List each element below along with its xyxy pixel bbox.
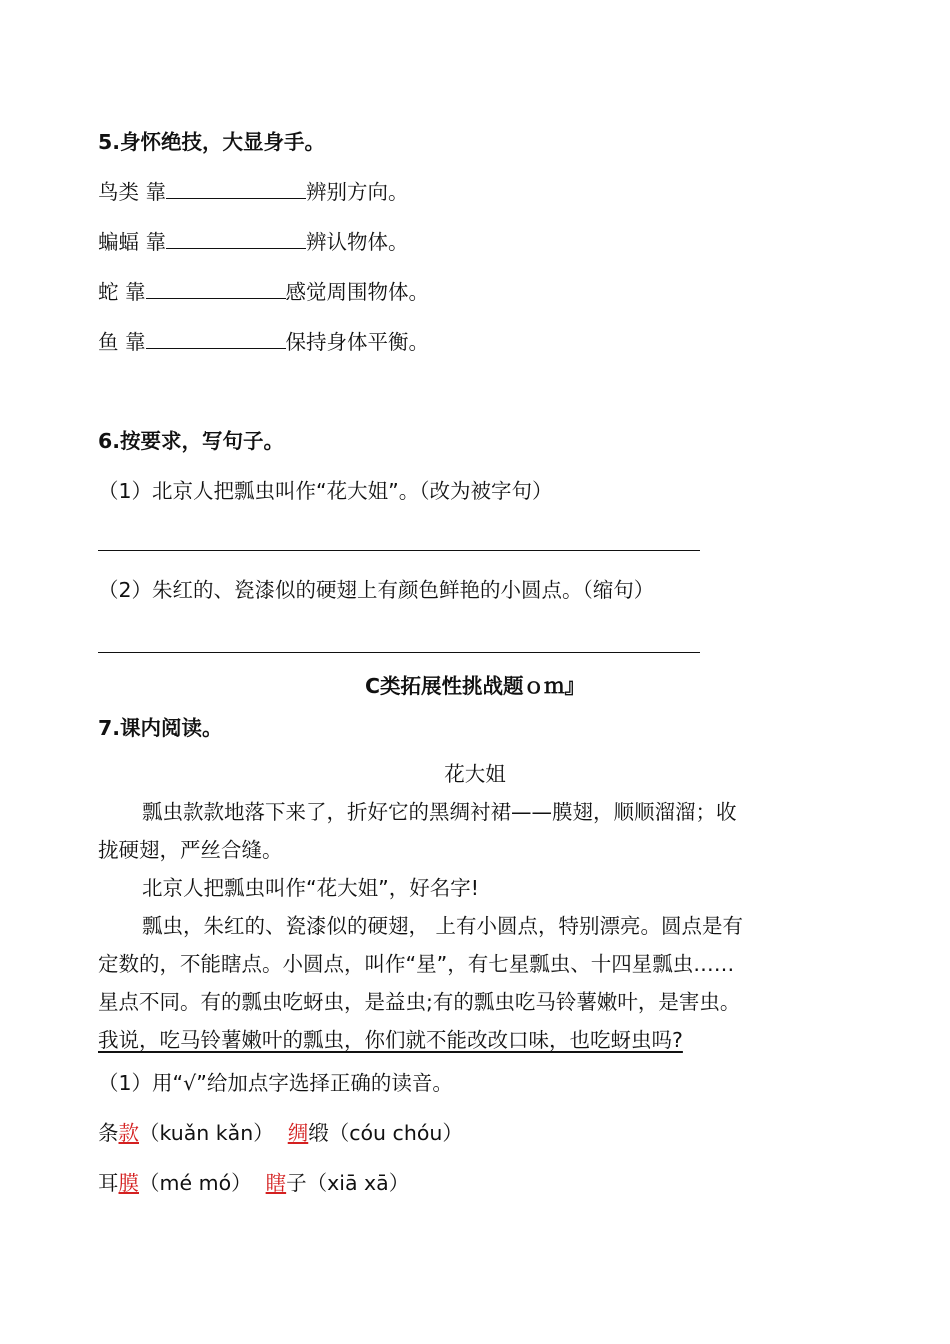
q5-item-3-pre: 蛇 靠: [98, 280, 146, 304]
q5-item-4-post: 保持身体平衡。: [285, 330, 430, 354]
row1-dotted-char-1: 款: [118, 1121, 139, 1145]
row1-dotted-char-2: 绸: [287, 1121, 309, 1145]
q5-item-3: [98, 278, 429, 306]
q5-item-2-blank[interactable]: [166, 228, 306, 249]
pronunciation-row-2: [98, 1169, 409, 1197]
row2-word1-prefix: 耳: [98, 1171, 119, 1195]
row1-options-2[interactable]: （cóu chóu）: [328, 1121, 463, 1145]
passage-line-6: 星点不同。有的瓢虫吃蚜虫，是益虫;有的瓢虫吃马铃薯嫩叶，是害虫。: [98, 990, 741, 1014]
passage-line-4: 瓢虫，朱红的、瓷漆似的硬翅， 上有小圆点，特别漂亮。圆点是有: [142, 914, 744, 938]
q6-sub2: （2）朱红的、瓷漆似的硬翅上有颜色鲜艳的小圆点。（缩句）: [98, 578, 655, 602]
section-c-heading: C类拓展性挑战题ｏｍ』: [364, 674, 586, 698]
row2-dotted-char-1: 膜: [118, 1171, 139, 1195]
q5-item-2-post: 辨认物体。: [306, 230, 409, 254]
q6-answer-line-2[interactable]: [98, 652, 700, 653]
row2-dotted-char-2: 瞎: [265, 1171, 287, 1195]
q6-sub1: （1）北京人把瓢虫叫作“花大姐”。（改为被字句）: [98, 479, 553, 503]
row1-word1-prefix: 条: [98, 1121, 119, 1145]
q5-item-1-post: 辨别方向。: [306, 180, 409, 204]
passage-title: 花大姐: [444, 762, 506, 786]
passage-line-2: 拢硬翅，严丝合缝。: [98, 838, 283, 862]
q5-item-3-post: 感觉周围物体。: [285, 280, 430, 304]
passage-line-5: 定数的，不能瞎点。小圆点，叫作“星”，有七星瓢虫、十四星瓢虫……: [98, 952, 735, 976]
q5-item-1-blank[interactable]: [166, 178, 306, 199]
q5-item-3-blank[interactable]: [146, 278, 286, 299]
row1-word2-suffix: 缎: [308, 1121, 329, 1145]
pronunciation-row-1: [98, 1119, 463, 1147]
q5-item-4: [98, 328, 429, 356]
q7-sub1: （1）用“√”给加点字选择正确的读音。: [98, 1071, 453, 1095]
passage-line-7-underlined: 我说，吃马铃薯嫩叶的瓢虫，你们就不能改改口味，也吃蚜虫吗?: [98, 1028, 683, 1052]
q6-title: 6.按要求，写句子。: [98, 429, 285, 453]
q5-item-1-pre: 鸟类 靠: [98, 180, 167, 204]
row1-options-1[interactable]: （kuǎn kǎn）: [139, 1121, 274, 1145]
row2-word2-suffix: 子: [286, 1171, 307, 1195]
passage-line-3: 北京人把瓢虫叫作“花大姐”，好名字!: [142, 876, 479, 900]
q5-item-1: [98, 178, 409, 206]
q6-answer-line-1[interactable]: [98, 550, 700, 551]
q5-item-2: [98, 228, 409, 256]
row2-options-1[interactable]: （mé mó）: [139, 1171, 252, 1195]
q5-item-2-pre: 蝙蝠 靠: [98, 230, 167, 254]
q5-item-4-blank[interactable]: [146, 328, 286, 349]
q5-title: 5.身怀绝技，大显身手。: [98, 130, 326, 154]
row2-options-2[interactable]: （xiā xā）: [306, 1171, 410, 1195]
q7-title: 7.课内阅读。: [98, 716, 223, 740]
passage-line-1: 瓢虫款款地落下来了，折好它的黑绸衬裙——膜翅，顺顺溜溜；收: [142, 800, 737, 824]
q5-item-4-pre: 鱼 靠: [98, 330, 146, 354]
